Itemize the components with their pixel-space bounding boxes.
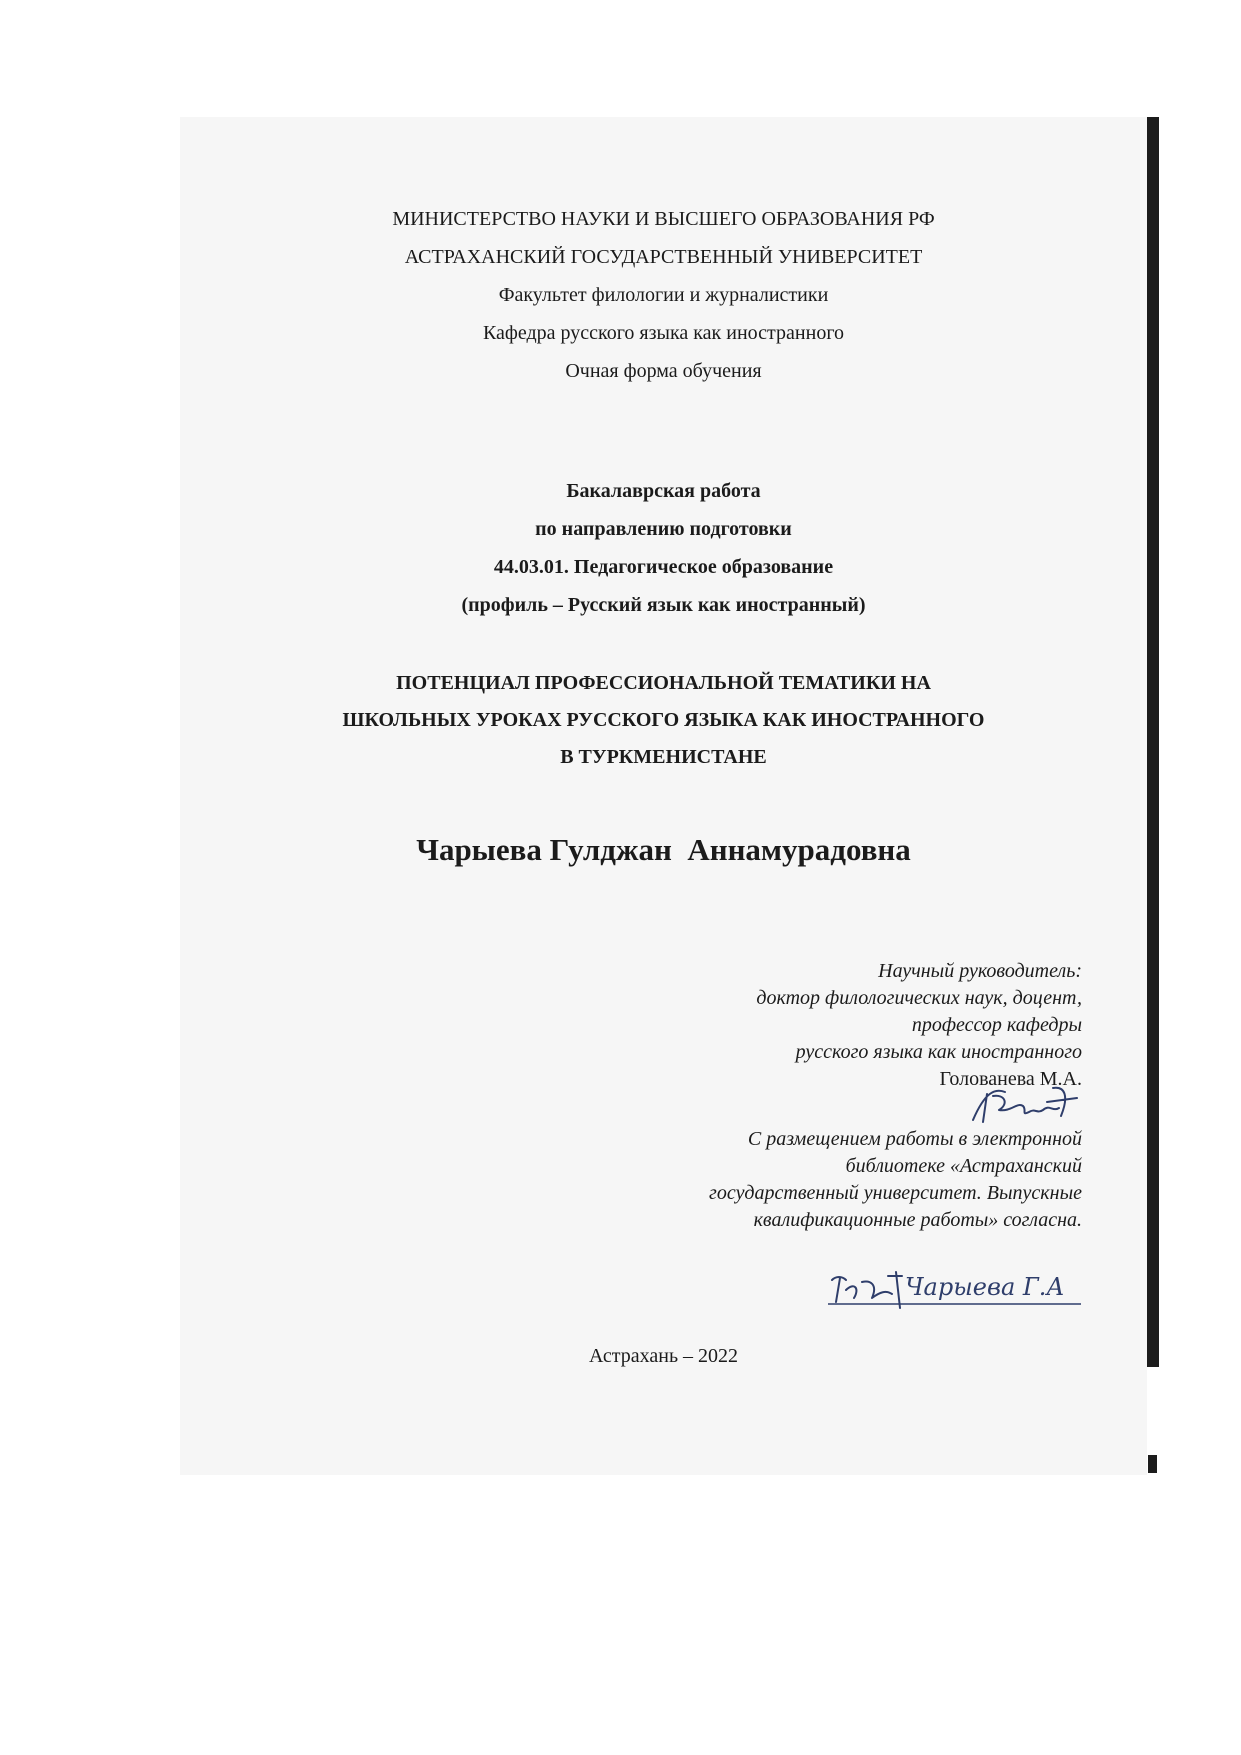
supervisor-position: профессор кафедры [911,1014,1082,1036]
author-name: Чарыева Гулджан Аннамурадовна [416,832,911,867]
university-name: АСТРАХАНСКИЙ ГОСУДАРСТВЕННЫЙ УНИВЕРСИТЕТ [404,246,923,268]
institution-header [180,200,1147,390]
consent-line-2: библиотеке «Астраханский [845,1155,1082,1177]
city-year: Астрахань – 2022 [588,1345,739,1367]
direction-code: 44.03.01. Педагогическое образование [493,556,834,578]
scan-edge-mark [1148,1455,1157,1473]
consent-block [482,1126,1082,1234]
profile: (профиль – Русский язык как иностранный) [461,594,866,616]
study-form: Очная форма обучения [565,360,762,382]
consent-line-1: С размещением работы в электронной [747,1128,1082,1150]
scan-edge-shadow [1147,117,1159,1367]
department-name: Кафедра русского языка как иностранного [482,322,845,344]
thesis-title [180,665,1147,776]
student-signature-name: Чарыева Г.А [905,1273,1065,1301]
title-line-3: В ТУРКМЕНИСТАНЕ [560,746,767,768]
supervisor-name: Голованева М.А. [939,1068,1082,1090]
supervisor-signature [965,1082,1085,1130]
supervisor-block [482,958,1082,1093]
supervisor-degree: доктор филологических наук, доцент, [756,987,1082,1009]
consent-line-4: квалификационные работы» согласна. [753,1209,1082,1231]
supervisor-label: Научный руководитель: [878,960,1082,982]
work-info [180,472,1147,624]
faculty-name: Факультет филологии и журналистики [498,284,829,306]
work-type: Бакалаврская работа [566,480,761,502]
title-line-1: ПОТЕНЦИАЛ ПРОФЕССИОНАЛЬНОЙ ТЕМАТИКИ НА [396,672,931,694]
ministry-name: МИНИСТЕРСТВО НАУКИ И ВЫСШЕГО ОБРАЗОВАНИЯ РФ [392,208,935,230]
supervisor-department: русского языка как иностранного [795,1041,1082,1063]
title-line-2: ШКОЛЬНЫХ УРОКАХ РУССКОГО ЯЗЫКА КАК ИНОСТРАННОГО [342,709,985,731]
direction-label: по направлению подготовки [535,518,792,540]
consent-line-3: государственный университет. Выпускные [709,1182,1082,1204]
